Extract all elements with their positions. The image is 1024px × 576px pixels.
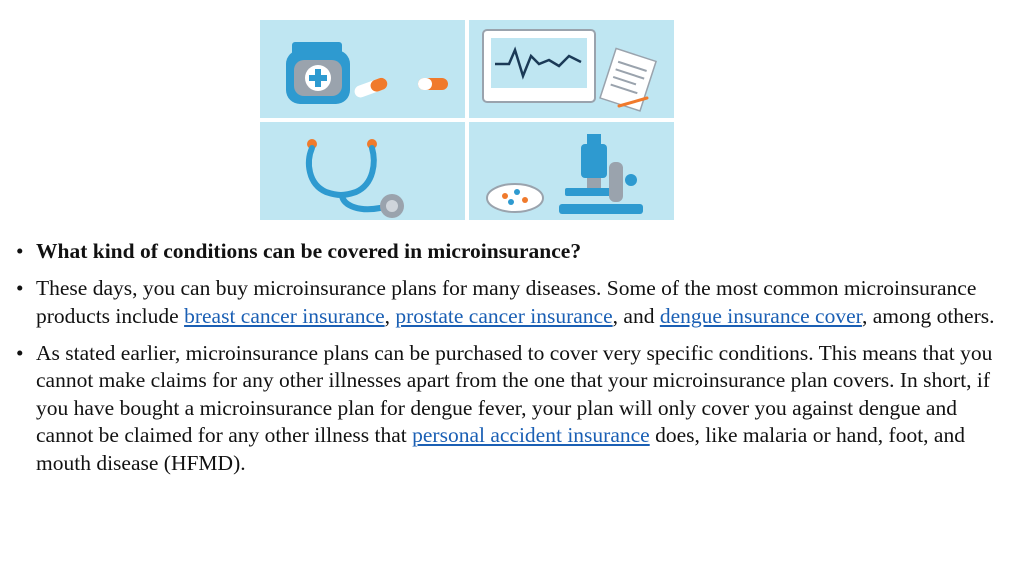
conditions-text: As stated earlier, microinsurance plans can be purchased to cover very specific conditions. This means that you cannot make claims for any other illnesses apart from the one that your microinsurance plan covers. In short, if you have bought a microinsurance plan for dengue fever, your plan will only cover you against dengue and cannot be claimed for any other illness that [36, 340, 993, 447]
separator-text: , and [612, 303, 660, 328]
personal-accident-insurance-link[interactable]: personal accident insurance [412, 423, 650, 447]
separator-text: , [384, 303, 396, 328]
products-text: These days, you can buy microinsurance plans for many diseases. Some of the most common microinsurance products include [36, 276, 977, 328]
stethoscope-icon [260, 122, 465, 220]
bullet-conditions [16, 340, 1006, 478]
content-body [16, 238, 1006, 487]
dengue-insurance-cover-link[interactable]: dengue insurance cover [659, 303, 862, 328]
monitor-chart-icon [469, 20, 674, 118]
medical-illustration [258, 18, 676, 220]
question-heading: What kind of conditions can be covered in microinsurance? [36, 239, 582, 263]
bullet-products [16, 275, 1006, 330]
breast-cancer-insurance-link[interactable]: breast cancer insurance [184, 303, 385, 328]
monitor-tile [469, 20, 674, 118]
products-text-end: , among others. [861, 303, 995, 328]
bullet-question [16, 238, 1006, 266]
prostate-cancer-insurance-link[interactable]: prostate cancer insurance [395, 303, 613, 328]
medicine-bag-icon [260, 20, 465, 118]
bullet-list [16, 238, 1006, 477]
stethoscope-tile [260, 122, 465, 220]
microscope-tile [469, 122, 674, 220]
microscope-icon [469, 122, 674, 220]
medicine-bag-tile [260, 20, 465, 118]
conditions-text-end: does, like malaria or hand, foot, and mouth disease (HFMD). [36, 423, 965, 475]
